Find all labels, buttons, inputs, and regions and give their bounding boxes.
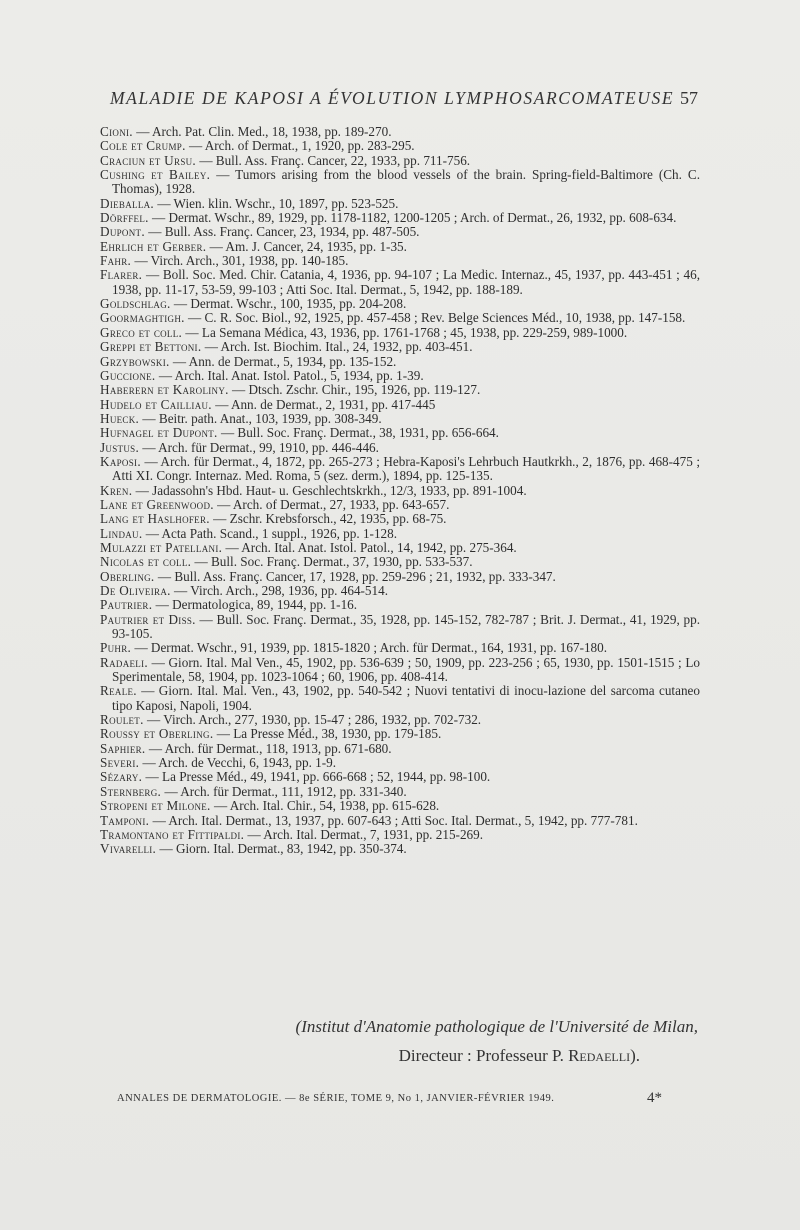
reference-citation: — Arch. für Dermat., 111, 1912, pp. 331-340. [164,783,407,799]
reference-author: Greppi et Bettoni. [100,339,202,355]
reference-citation: — La Semana Médica, 43, 1936, pp. 1761-1768 ; 45, 1938, pp. 229-259, 989-1000. [185,324,628,340]
reference-entry [100,168,700,197]
reference-citation: — Jadassohn's Hbd. Haut- u. Geschlechtskrkh., 12/3, 1933, pp. 891-1004. [135,482,527,498]
reference-entry [100,441,700,455]
reference-author: Stropeni et Milone. [100,798,211,814]
running-head: MALADIE DE KAPOSI A ÉVOLUTION LYMPHOSARCOMATEUSE [110,88,675,108]
reference-entry [100,656,700,685]
reference-entry [100,498,700,512]
reference-citation: — Arch. Ital. Anat. Istol. Patol., 14, 1942, pp. 275-364. [225,539,517,555]
reference-citation: — Arch. of Dermat., 27, 1933, pp. 643-657. [217,496,450,512]
reference-citation: — Beitr. path. Anat., 103, 1939, pp. 308-349. [142,410,382,426]
reference-author: Ehrlich et Gerber. [100,238,207,254]
reference-entry [100,412,700,426]
reference-entry [100,842,700,856]
reference-author: Fahr. [100,253,132,269]
reference-author: Hudelo et Cailliau. [100,396,212,412]
reference-citation: — Dtsch. Zschr. Chir., 195, 1926, pp. 119-127. [232,382,481,398]
reference-entry [100,268,700,297]
reference-citation: — Arch. Ital. Dermat., 7, 1931, pp. 215-269. [247,826,484,842]
reference-citation: — Bull. Soc. Franç. Dermat., 35, 1928, pp. 145-152, 782-787 ; Brit. J. Dermat., 41, 1929, pp. 93-105. [112,611,700,642]
reference-citation: — La Presse Méd., 49, 1941, pp. 666-668 ; 52, 1944, pp. 98-100. [145,769,491,785]
reference-author: Dupont. [100,224,145,240]
reference-entry [100,512,700,526]
reference-citation: — Acta Path. Scand., 1 suppl., 1926, pp. 1-128. [145,525,398,541]
reference-author: Sézary. [100,769,143,785]
institution-note [100,1012,700,1070]
reference-citation: — C. R. Soc. Biol., 92, 1925, pp. 457-458 ; Rev. Belge Sciences Méd., 10, 1938, pp. 147-158. [188,310,686,326]
sheet-signature: 4* [647,1090,662,1106]
reference-author: Tramontano et Fittipaldi. [100,826,245,842]
reference-entry [100,613,700,642]
page-footer [100,1090,700,1110]
reference-citation: — Arch. für Dermat., 4, 1872, pp. 265-273 ; Hebra-Kaposi's Lehrbuch Hautkrkh., 2, 1876, pp. 468-475 ; Atti XI. Congr. Internaz. Med. Roma, 5 (sez. derm.), 1894, pp. 125-135. [112,453,700,484]
reference-entry [100,814,700,828]
reference-entry [100,555,700,569]
reference-entry [100,139,700,153]
reference-entry [100,713,700,727]
reference-citation: — Zschr. Krebsforsch., 42, 1935, pp. 68-75. [213,511,447,527]
reference-author: Sternberg. [100,783,162,799]
reference-citation: — Arch. Ital. Chir., 54, 1938, pp. 615-628. [213,798,440,814]
reference-citation: — Bull. Ass. Franç. Cancer, 23, 1934, pp. 487-505. [148,224,420,240]
reference-entry [100,125,700,139]
reference-entry [100,727,700,741]
reference-citation: — Virch. Arch., 298, 1936, pp. 464-514. [174,583,389,598]
reference-author: De Oliveira. [100,583,171,598]
reference-entry [100,770,700,784]
reference-entry [100,311,700,325]
reference-citation: — Boll. Soc. Med. Chir. Catania, 4, 1936, pp. 94-107 ; La Medic. Internaz., 45, 1937, pp. 443-451 ; 46, 1938, pp. 11-17, 53-59, 99-103 ; Atti Soc. Ital. Dermat., 5, 1942, pp. 188-189. [112,267,700,297]
reference-author: Tamponi. [100,812,150,828]
reference-author: Cioni. [100,124,133,139]
reference-author: Hueck. [100,410,140,426]
reference-citation: — Bull. Ass. Franç. Cancer, 17, 1928, pp. 259-296 ; 21, 1932, pp. 333-347. [157,568,556,584]
reference-citation: — Arch. Ital. Dermat., 13, 1937, pp. 607-643 ; Atti Soc. Ital. Dermat., 5, 1942, pp. 777-781. [152,812,638,828]
reference-author: Cole et Crump. [100,138,186,154]
director-line [100,1041,700,1070]
reference-citation: — Arch. für Dermat., 118, 1913, pp. 671-680. [148,740,392,756]
reference-list [100,125,700,857]
reference-entry [100,383,700,397]
reference-entry [100,756,700,770]
reference-author: Guccione. [100,367,156,383]
reference-author: Lang et Haslhofer. [100,511,210,527]
reference-entry [100,641,700,655]
reference-citation: — Dermat. Wschr., 100, 1935, pp. 204-208. [173,296,407,312]
reference-author: Oberling. [100,568,155,584]
reference-author: Dörffel. [100,210,149,226]
reference-citation: — Arch. Ital. Anat. Istol. Patol., 5, 1934, pp. 1-39. [158,367,424,383]
reference-author: Haberern et Karoliny. [100,382,229,398]
reference-citation: — Arch. Ist. Biochim. Ital., 24, 1932, pp. 403-451. [204,339,473,355]
director-name: Redaelli). [568,1046,640,1065]
reference-author: Pautrier et Diss. [100,611,196,627]
reference-entry [100,742,700,756]
reference-author: Dieballa. [100,195,155,211]
reference-citation: — Ann. de Dermat., 5, 1934, pp. 135-152. [172,353,397,369]
reference-citation: — Am. J. Cancer, 24, 1935, pp. 1-35. [209,238,407,254]
journal-citation: ANNALES DE DERMATOLOGIE. — 8e SÉRIE, TOME 9, No 1, JANVIER-FÉVRIER 1949. [117,1093,555,1104]
reference-entry [100,254,700,268]
reference-citation: — Arch. de Vecchi, 6, 1943, pp. 1-9. [142,755,337,771]
reference-author: Severi. [100,755,140,771]
reference-citation: — Dermat. Wschr., 91, 1939, pp. 1815-1820 ; Arch. für Dermat., 164, 1931, pp. 167-180. [134,640,608,656]
reference-citation: — Giorn. Ital. Mal. Ven., 43, 1902, pp. 540-542 ; Nuovi tentativi di inocu-lazione del sarcoma cutaneo tipo Kaposi, Napoli, 1904. [112,683,700,713]
reference-entry [100,297,700,311]
director-prefix: Directeur : Professeur P. [398,1046,564,1065]
reference-author: Goormaghtigh. [100,310,185,326]
reference-entry [100,240,700,254]
reference-entry [100,326,700,340]
reference-author: Puhr. [100,640,132,656]
reference-entry [100,154,700,168]
reference-citation: — Giorn. Ital. Mal Ven., 45, 1902, pp. 536-639 ; 50, 1909, pp. 223-256 ; 65, 1930, pp. 1501-1515 ; Lo Sperimentale, 58, 1904, pp. 1023-1064 ; 60, 1906, pp. 408-414. [112,654,701,685]
reference-entry [100,369,700,383]
reference-entry [100,684,700,713]
reference-citation: — Arch. of Dermat., 1, 1920, pp. 283-295. [188,138,415,154]
reference-author: Kaposi. [100,453,141,469]
reference-entry [100,799,700,813]
institution-line: (Institut d'Anatomie pathologique de l'Université de Milan, [295,1017,698,1036]
reference-author: Craciun et Ursu. [100,152,197,168]
reference-author: Greco et coll. [100,324,183,340]
reference-citation: — Virch. Arch., 301, 1938, pp. 140-185. [134,253,349,269]
reference-citation: — Dermatologica, 89, 1944, pp. 1-16. [155,597,358,613]
reference-entry [100,484,700,498]
reference-author: Hufnagel et Dupont. [100,425,218,441]
reference-citation: — Ann. de Dermat., 2, 1931, pp. 417-445 [215,396,436,412]
reference-author: Roulet. [100,712,144,728]
reference-entry [100,785,700,799]
reference-author: Mulazzi et Patellani. [100,539,223,555]
reference-citation: — Wien. klin. Wschr., 10, 1897, pp. 523-525. [157,195,399,211]
reference-entry [100,225,700,239]
reference-entry [100,527,700,541]
reference-citation: — Bull. Soc. Franç. Dermat., 37, 1930, pp. 533-537. [194,554,473,570]
reference-citation: — Bull. Ass. Franç. Cancer, 22, 1933, pp. 711-756. [199,152,471,168]
reference-entry [100,570,700,584]
page-header [100,88,700,110]
reference-entry [100,398,700,412]
reference-citation: — Tumors arising from the blood vessels of the brain. Spring-field-Baltimore (Ch. C. Thomas), 1928. [112,167,700,197]
reference-author: Roussy et Oberling. [100,726,214,742]
reference-author: Reale. [100,683,137,699]
reference-author: Kren. [100,482,133,498]
reference-entry [100,541,700,555]
reference-citation: — Arch. Pat. Clin. Med., 18, 1938, pp. 189-270. [136,124,392,139]
reference-author: Flarer. [100,267,143,283]
reference-entry [100,584,700,598]
reference-citation: — Virch. Arch., 277, 1930, pp. 15-47 ; 286, 1932, pp. 702-732. [146,712,482,728]
reference-entry [100,197,700,211]
reference-author: Saphier. [100,740,146,756]
reference-author: Nicolas et coll. [100,554,192,570]
reference-author: Vivarelli. [100,841,157,857]
reference-entry [100,211,700,225]
reference-citation: — Giorn. Ital. Dermat., 83, 1942, pp. 350-374. [159,841,407,857]
reference-citation: — La Presse Méd., 38, 1930, pp. 179-185. [216,726,442,742]
reference-entry [100,455,700,484]
reference-citation: — Dermat. Wschr., 89, 1929, pp. 1178-1182, 1200-1205 ; Arch. of Dermat., 26, 1932, pp. 608-634. [152,210,677,226]
reference-author: Pautrier. [100,597,153,613]
reference-author: Goldschlag. [100,296,171,312]
reference-entry [100,426,700,440]
reference-author: Justus. [100,439,140,455]
reference-entry [100,340,700,354]
reference-author: Grzybowski. [100,353,170,369]
reference-entry [100,828,700,842]
reference-citation: — Arch. für Dermat., 99, 1910, pp. 446-446. [142,439,379,455]
page-number: 57 [680,88,698,108]
reference-author: Cushing et Bailey. [100,167,211,183]
reference-citation: — Bull. Soc. Franç. Dermat., 38, 1931, pp. 656-664. [220,425,499,441]
reference-author: Radaeli. [100,654,148,670]
reference-author: Lindau. [100,525,143,541]
reference-author: Lane et Greenwood. [100,496,214,512]
reference-entry [100,598,700,612]
reference-entry [100,355,700,369]
